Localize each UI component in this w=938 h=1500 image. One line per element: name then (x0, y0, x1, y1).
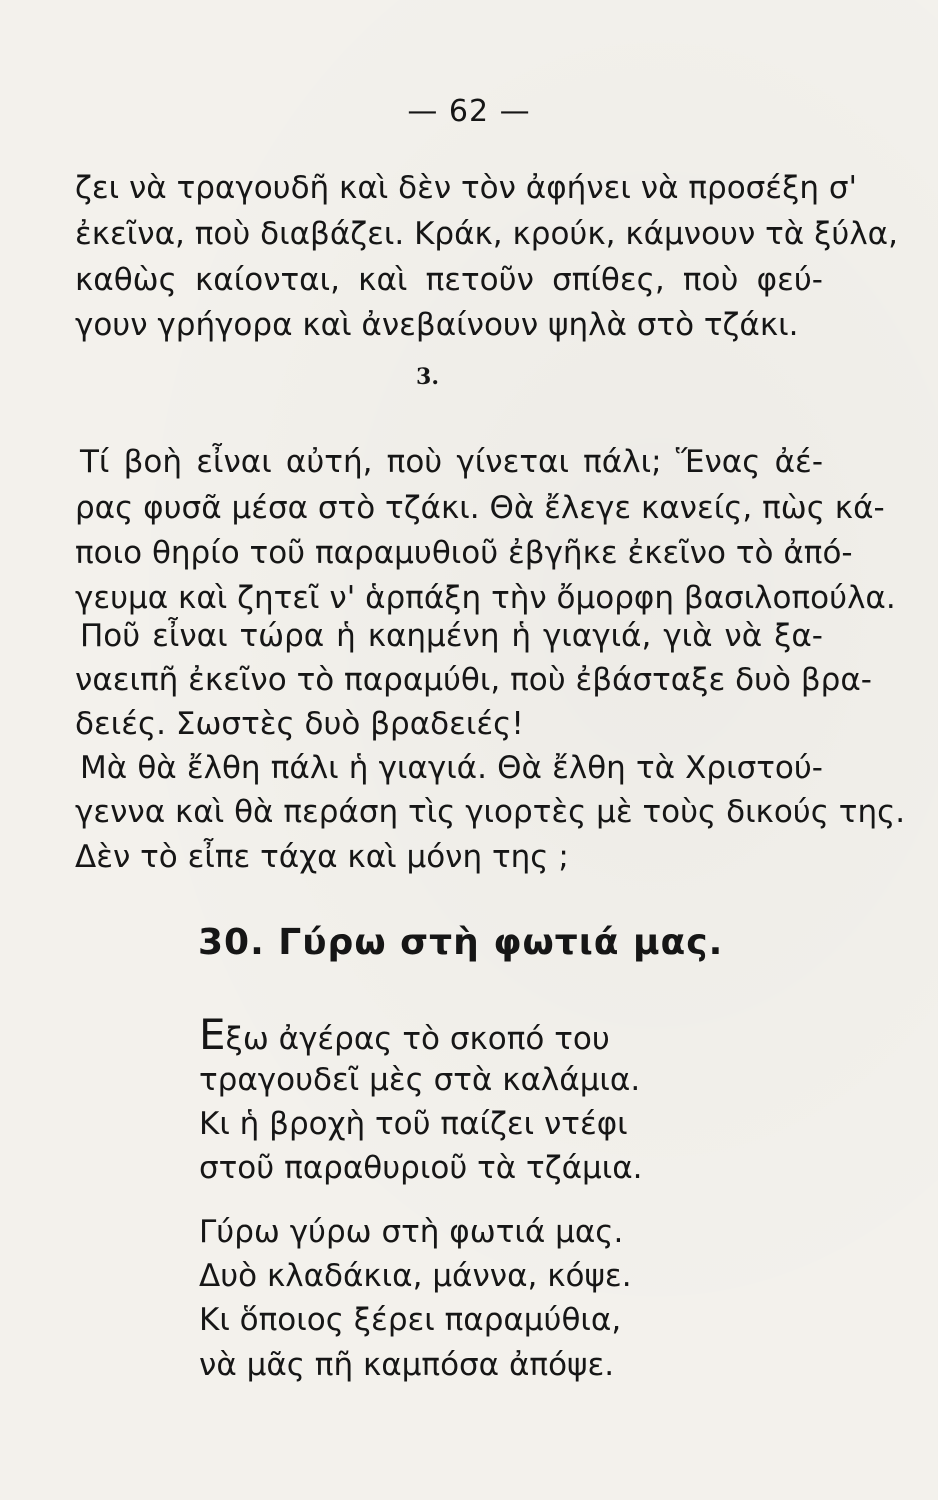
poem-line: Δυὸ κλαδάκια, μάννα, κόψε. (199, 1258, 632, 1294)
poem-line-text: ξω ἀγέρας τὸ σκοπό του (225, 1021, 610, 1057)
text-line: δειές. Σωστὲς δυὸ βραδειές! (75, 706, 524, 742)
text-line: ζει νὰ τραγουδῆ καὶ δὲν τὸν ἀφήνει νὰ προσέξη σ' (75, 170, 858, 206)
text-line: Ποῦ εἶναι τώρα ἡ καημένη ἡ γιαγιά, γιὰ νὰ ξα- (80, 618, 823, 654)
poem-line: τραγουδεῖ μὲς στὰ καλάμια. (199, 1062, 641, 1098)
poem-title: 30. Γύρω στὴ φωτιά μας. (198, 922, 724, 963)
text-line: γευμα καὶ ζητεῖ ν' ἁρπάξη τὴν ὄμορφη βασιλοπούλα. (75, 580, 896, 616)
poem-line: Κι ὅποιος ξέρει παραμύθια, (199, 1302, 622, 1338)
text-line: Μὰ θὰ ἔλθη πάλι ἡ γιαγιά. Θὰ ἔλθη τὰ Χριστού- (80, 750, 823, 786)
poem-line (199, 1010, 610, 1059)
text-line: ναειπῆ ἐκεῖνο τὸ παραμύθι, ποὺ ἐβάσταξε δυὸ βρα- (75, 662, 872, 698)
text-line: Δὲν τὸ εἶπε τάχα καὶ μόνη της ; (75, 839, 569, 875)
text-line: Τί βοὴ εἶναι αὐτή, ποὺ γίνεται πάλι; Ἕνας ἀέ- (80, 444, 823, 480)
poem-line: στοῦ παραθυριοῦ τὰ τζάμια. (199, 1150, 643, 1186)
page-number: — 62 — (407, 94, 531, 129)
text-line: γουν γρήγορα καὶ ἀνεβαίνουν ψηλὰ στὸ τζάκι. (75, 307, 799, 343)
text-line: καθὼς καίονται, καὶ πετοῦν σπίθες, ποὺ φεύ- (75, 262, 823, 298)
text-line: ἐκεῖνα, ποὺ διαβάζει. Κράκ, κρούκ, κάμνουν τὰ ξύλα, (75, 216, 898, 252)
text-line: γεννα καὶ θὰ περάση τὶς γιορτὲς μὲ τοὺς δικούς της. (75, 794, 906, 830)
poem-line: Κι ἡ βροχὴ τοῦ παίζει ντέφι (199, 1106, 628, 1142)
section-number: 3. (416, 364, 439, 390)
poem-line: Γύρω γύρω στὴ φωτιά μας. (199, 1214, 624, 1250)
drop-cap: Ε (199, 1010, 226, 1059)
text-line: ρας φυσᾶ μέσα στὸ τζάκι. Θὰ ἔλεγε κανείς, πὼς κά- (75, 490, 885, 526)
poem-line: νὰ μᾶς πῆ καμπόσα ἀπόψε. (199, 1347, 615, 1383)
text-line: ποιο θηρίο τοῦ παραμυθιοῦ ἐβγῆκε ἐκεῖνο τὸ ἀπό- (75, 535, 853, 571)
